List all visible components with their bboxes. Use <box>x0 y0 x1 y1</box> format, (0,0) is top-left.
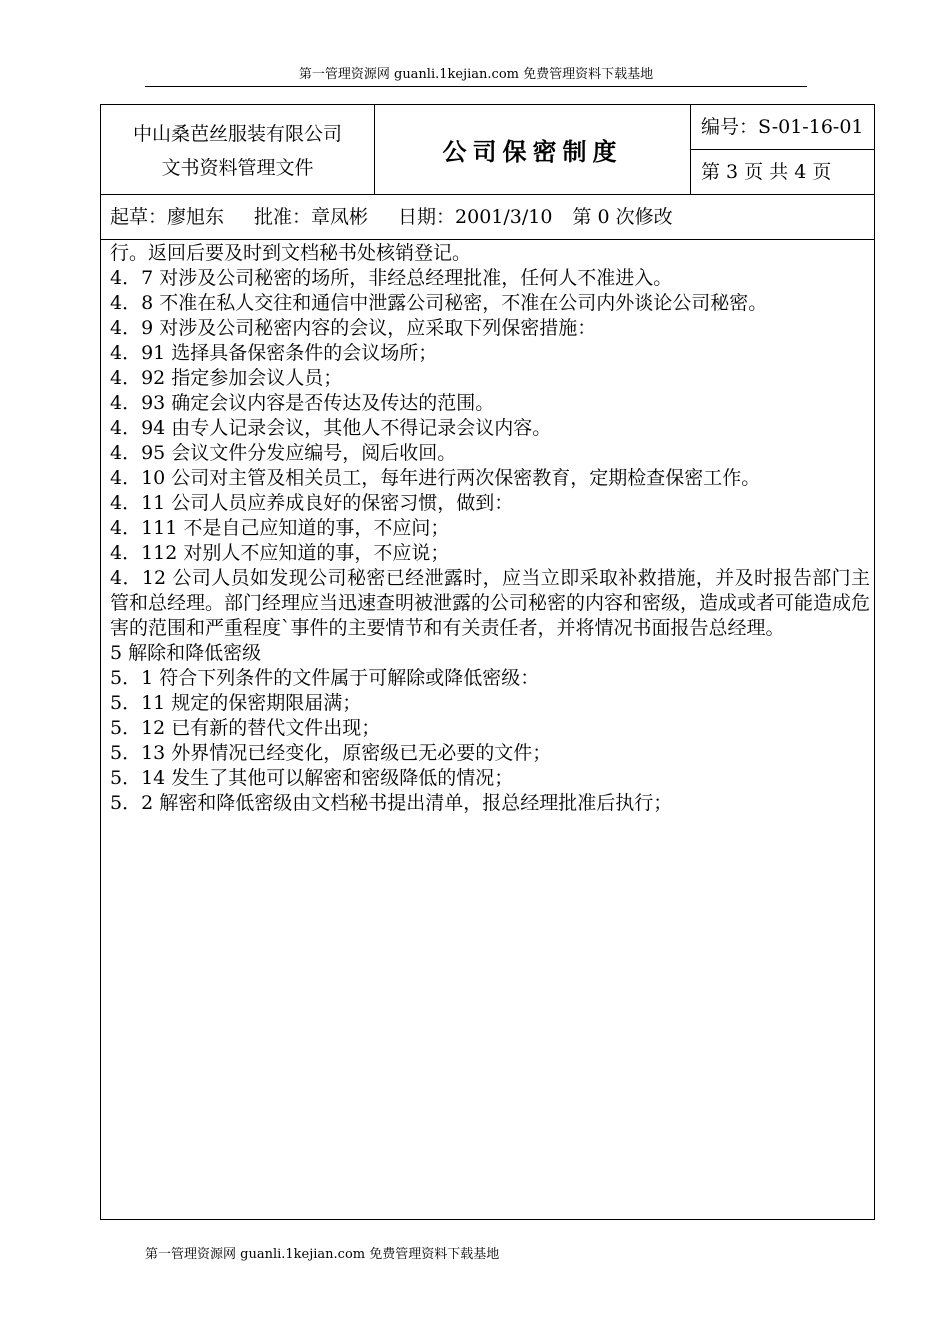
company-cell <box>101 105 375 195</box>
header-rule <box>145 86 807 87</box>
body-paragraph: 4．12 公司人员如发现公司秘密已经泄露时，应当立即采取补救措施，并及时报告部门主管和总经理。部门经理应当迅速查明被泄露的公司秘密的内容和密级，造成或者可能造成危害的范围和严重程度`事件的主要情节和有关责任者，并将情况书面报告总经理。 <box>110 567 871 639</box>
body-line: 5．2 解密和降低密级由文档秘书提出清单，报总经理批准后执行； <box>110 792 673 814</box>
section-heading: 5 解除和降低密级 <box>110 642 262 664</box>
body-line: 4．93 确定会议内容是否传达及传达的范围。 <box>110 392 495 414</box>
body-line: 4．8 不准在私人交往和通信中泄露公司秘密，不准在公司内外谈论公司秘密。 <box>110 292 768 314</box>
date: 日期：2001/3/10 <box>398 206 553 228</box>
body-line: 4．11 公司人员应养成良好的保密习惯，做到： <box>110 492 514 514</box>
document-code: 编号：S-01-16-01 <box>691 105 874 150</box>
body-line: 4．91 选择具备保密条件的会议场所； <box>110 342 438 364</box>
body-line: 4．9 对涉及公司秘密内容的会议，应采取下列保密措施： <box>110 317 597 339</box>
page-footer: 第一管理资源网 guanli.1kejian.com 免费管理资料下载基地 <box>145 1247 500 1262</box>
body-line: 4．10 公司对主管及相关员工，每年进行两次保密教育，定期检查保密工作。 <box>110 467 761 489</box>
page-header: 第一管理资源网 guanli.1kejian.com 免费管理资料下载基地 <box>298 67 654 82</box>
body-line: 4．7 对涉及公司秘密的场所，非经总经理批准，任何人不准进入。 <box>110 267 673 289</box>
body-line: 4．94 由专人记录会议，其他人不得记录会议内容。 <box>110 417 552 439</box>
document-frame <box>100 104 875 1220</box>
document-body <box>110 241 870 816</box>
body-line: 行。返回后要及时到文档秘书处核销登记。 <box>110 242 472 264</box>
meta-row <box>101 195 874 240</box>
body-line: 5．12 已有新的替代文件出现； <box>110 717 381 739</box>
body-line: 5．14 发生了其他可以解密和密级降低的情况； <box>110 767 514 789</box>
page-count: 第 3 页 共 4 页 <box>691 150 874 195</box>
body-line: 5．1 符合下列条件的文件属于可解除或降低密级： <box>110 667 540 689</box>
document-title: 公司保密制度 <box>375 105 691 195</box>
company-name: 中山桑芭丝服装有限公司 <box>132 123 342 145</box>
body-line: 4．111 不是自己应知道的事，不应问； <box>110 517 450 539</box>
body-line: 5．11 规定的保密期限届满； <box>110 692 362 714</box>
drafter: 起草：廖旭东 <box>110 206 225 228</box>
body-line: 4．92 指定参加会议人员； <box>110 367 343 389</box>
body-line: 4．95 会议文件分发应编号，阅后收回。 <box>110 442 457 464</box>
revision: 第 0 次修改 <box>572 206 673 228</box>
document-category: 文书资料管理文件 <box>161 157 314 179</box>
body-line: 5．13 外界情况已经变化，原密级已无必要的文件； <box>110 742 552 764</box>
approver: 批准：章凤彬 <box>254 206 369 228</box>
body-line: 4．112 对别人不应知道的事，不应说； <box>110 542 450 564</box>
